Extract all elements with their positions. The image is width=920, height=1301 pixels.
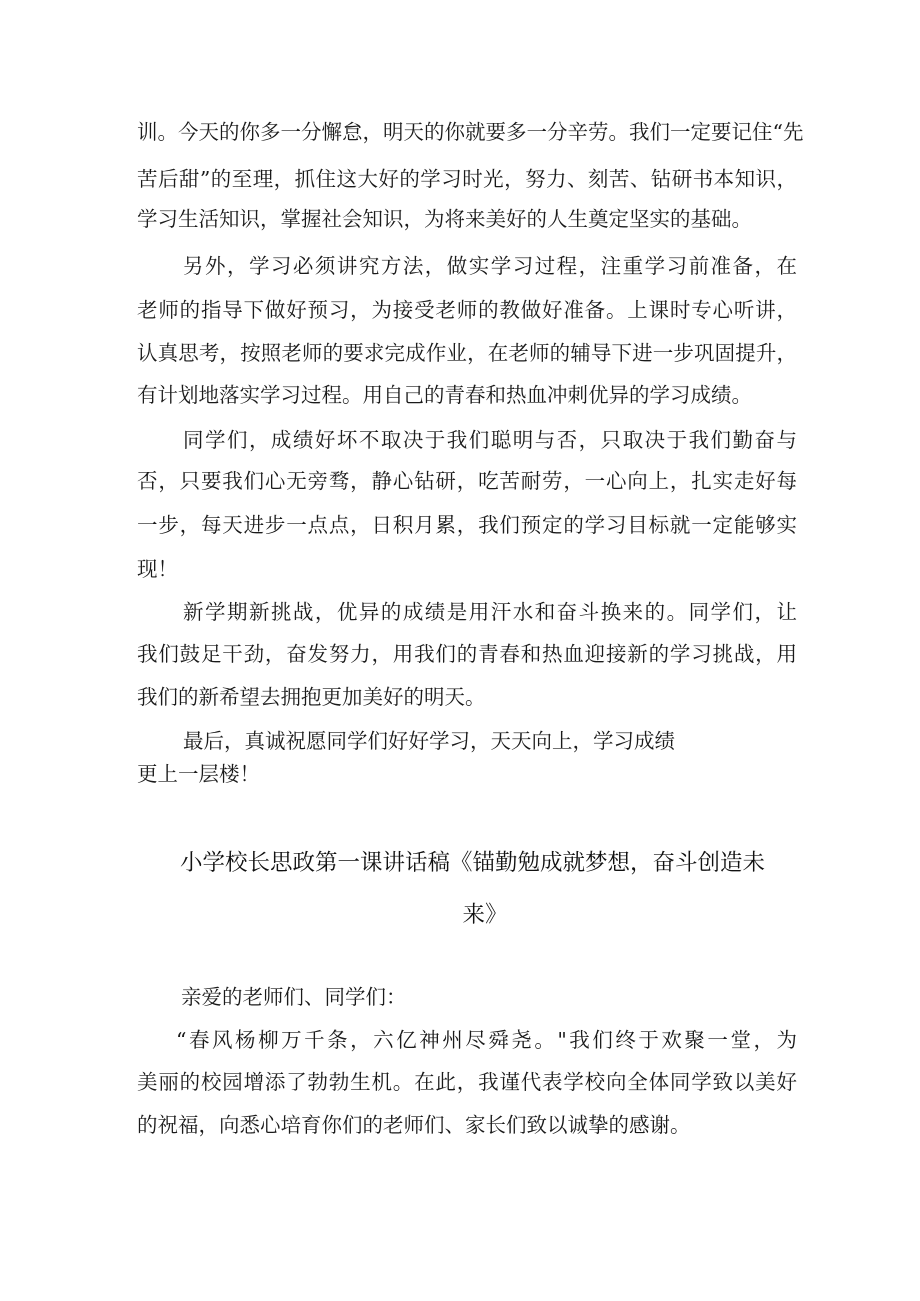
paragraph-3-line-2: 否，只要我们心无旁骛，静心钻研，吃苦耐劳，一心向上，扎实走好每 (137, 469, 797, 493)
paragraph-1-line-1: 训。今天的你多一分懈怠，明天的你就要多一分辛劳。我们一定要记住“先 (137, 120, 804, 144)
paragraph-2-line-1: 另外，学习必须讲究方法，做实学习过程，注重学习前准备，在 (183, 254, 797, 278)
paragraph-2-line-4: 有计划地落实学习过程。用自己的青春和热血冲刺优异的学习成绩。 (137, 383, 752, 407)
intro-line-2: 美丽的校园增添了勃勃生机。在此，我谨代表学校向全体同学致以美好 (137, 1070, 797, 1094)
intro-line-3: 的祝福，向悉心培育你们的老师们、家长们致以诚挚的感谢。 (137, 1113, 691, 1137)
greeting: 亲爱的老师们、同学们： (181, 985, 407, 1009)
paragraph-3-line-1: 同学们，成绩好坏不取决于我们聪明与否，只取决于我们勤奋与 (183, 428, 797, 452)
section-title-line-1: 小学校长思政第一课讲话稿《锚勤勉成就梦想，奋斗创造未 (180, 850, 766, 876)
paragraph-4-line-2: 我们鼓足干劲，奋发努力，用我们的青春和热血迎接新的学习挑战，用 (137, 642, 797, 666)
section-title-line-2: 来》 (462, 902, 508, 928)
paragraph-2-line-2: 老师的指导下做好预习，为接受老师的教做好准备。上课时专心听讲， (137, 298, 797, 322)
paragraph-2-line-3: 认真思考，按照老师的要求完成作业，在老师的辅导下进一步巩固提升， (137, 341, 797, 365)
paragraph-3-line-3: 一步，每天进步一点点，日积月累，我们预定的学习目标就一定能够实 (137, 513, 797, 537)
paragraph-4-line-1: 新学期新挑战，优异的成绩是用汗水和奋斗换来的。同学们，让 (183, 600, 797, 624)
paragraph-4-line-3: 我们的新希望去拥抱更加美好的明天。 (137, 685, 486, 709)
paragraph-1-line-3: 学习生活知识，掌握社会知识，为将来美好的人生奠定坚实的基础。 (137, 207, 752, 231)
intro-line-1: “春风杨柳万千条，六亿神州尽舜尧。"我们终于欢聚一堂，为 (176, 1028, 797, 1052)
paragraph-5-line-2: 更上一层楼！ (137, 762, 260, 786)
paragraph-3-line-4: 现！ (137, 557, 178, 581)
paragraph-5-line-1: 最后，真诚祝愿同学们好好学习，天天向上，学习成绩 (183, 729, 675, 753)
paragraph-1-line-2: 苦后甜”的至理，抓住这大好的学习时光，努力、刻苦、钻研书本知识， (137, 167, 797, 191)
